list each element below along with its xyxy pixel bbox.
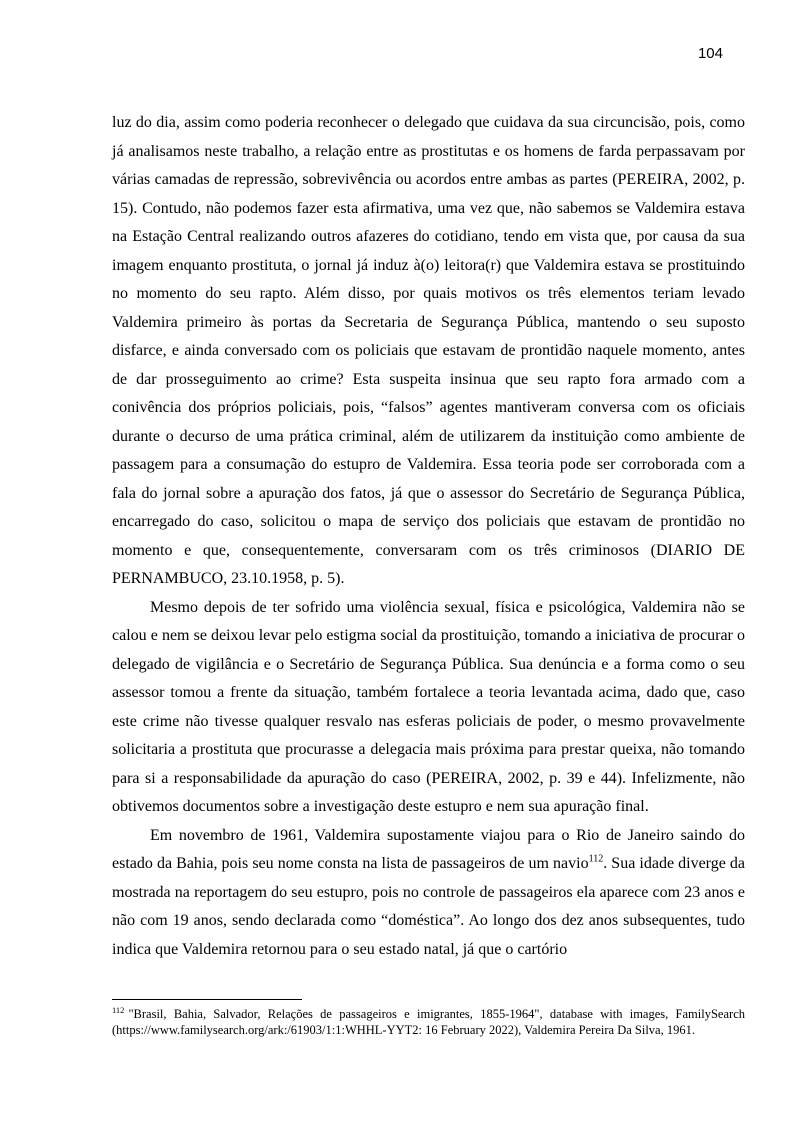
paragraph: [112, 594, 745, 822]
footnote-area: [112, 999, 745, 1038]
paragraph-text: luz do dia, assim como poderia reconhecer o delegado que cuidava da sua circuncisão, pois, como já analisamos neste trabalho, a relação entre as prostitutas e os homens de farda perpassavam por várias camadas de repressão, sobrevivência ou acordos entre ambas as partes (PEREIRA, 2002, p. 15). Contudo, não podemos fazer esta afirmativa, uma vez que, não sabemos se Valdemira estava na Estação Central realizando outros afazeres do cotidiano, tendo em vista que, por causa da sua imagem enquanto prostituta, o jornal já induz à(o) leitora(r) que Valdemira estava se prostituindo no momento do seu rapto. Além disso, por quais motivos os três elementos teriam levado Valdemira primeiro às portas da Secretaria de Segurança Pública, mantendo o seu suposto disfarce, e ainda conversado com os policiais que estavam de prontidão naquele momento, antes de dar prosseguimento ao crime? Esta suspeita insinua que seu rapto fora armado com a conivência dos próprios policiais, pois, “falsos” agentes mantiveram conversa com os oficiais durante o decurso de uma prática criminal, além de utilizarem da instituição como ambiente de passagem para a consumação do estupro de Valdemira. Essa teoria pode ser corroborada com a fala do jornal sobre a apuração dos fatos, já que o assessor do Secretário de Segurança Pública, encarregado do caso, solicitou o mapa de serviço dos policiais que estavam de prontidão no momento e que, consequentemente, conversaram com os três criminosos (DIARIO DE PERNAMBUCO, 23.10.1958, p. 5).: [112, 114, 745, 587]
document-body: [112, 109, 745, 964]
footnote-marker: 112: [112, 1004, 125, 1015]
paragraph-text: Em novembro de 1961, Valdemira supostamente viajou para o Rio de Janeiro saindo do estado da Bahia, pois seu nome consta na lista de passageiros de um navio: [112, 826, 745, 872]
footnote-text: "Brasil, Bahia, Salvador, Relações de passageiros e imigrantes, 1855-1964", database with images, FamilySearch (https://www.familysearch.org/ark:/61903/1:1:WHHL-YYT2: 16 February 2022), Valdemira Pereira Da Silva, 1961.: [112, 1007, 745, 1037]
paragraph: [112, 109, 745, 594]
paragraph-text: . Sua idade diverge da mostrada na reportagem do seu estupro, pois no controle de passageiros ela aparece com 23 anos e não com 19 anos, sendo declarada como “doméstica”. Ao longo dos dez anos subsequentes, tudo indica que Valdemira retornou para o seu estado natal, já que o cartório: [112, 855, 746, 958]
paragraph-text: Mesmo depois de ter sofrido uma violência sexual, física e psicológica, Valdemira não se calou e nem se deixou levar pelo estigma social da prostituição, tomando a iniciativa de procurar o delegado de vigilância e o Secretário de Segurança Pública. Sua denúncia e a forma como o seu assessor tomou a frente da situação, também fortalece a teoria levantada acima, dado que, caso este crime não tivesse qualquer resvalo nas esferas policiais de poder, o mesmo provavelmente solicitaria a prostituta que procurasse a delegacia mais próxima para prestar queixa, não tomando para si a responsabilidade da apuração do caso (PEREIRA, 2002, p. 39 e 44). Infelizmente, não obtivemos documentos sobre a investigação deste estupro e nem sua apuração final.: [112, 598, 745, 815]
footnote-reference: 112: [588, 853, 604, 865]
paragraph: [112, 822, 745, 965]
footnote: [112, 1004, 745, 1038]
footnote-separator-rule: [112, 999, 302, 1000]
page-number: 104: [697, 45, 723, 62]
